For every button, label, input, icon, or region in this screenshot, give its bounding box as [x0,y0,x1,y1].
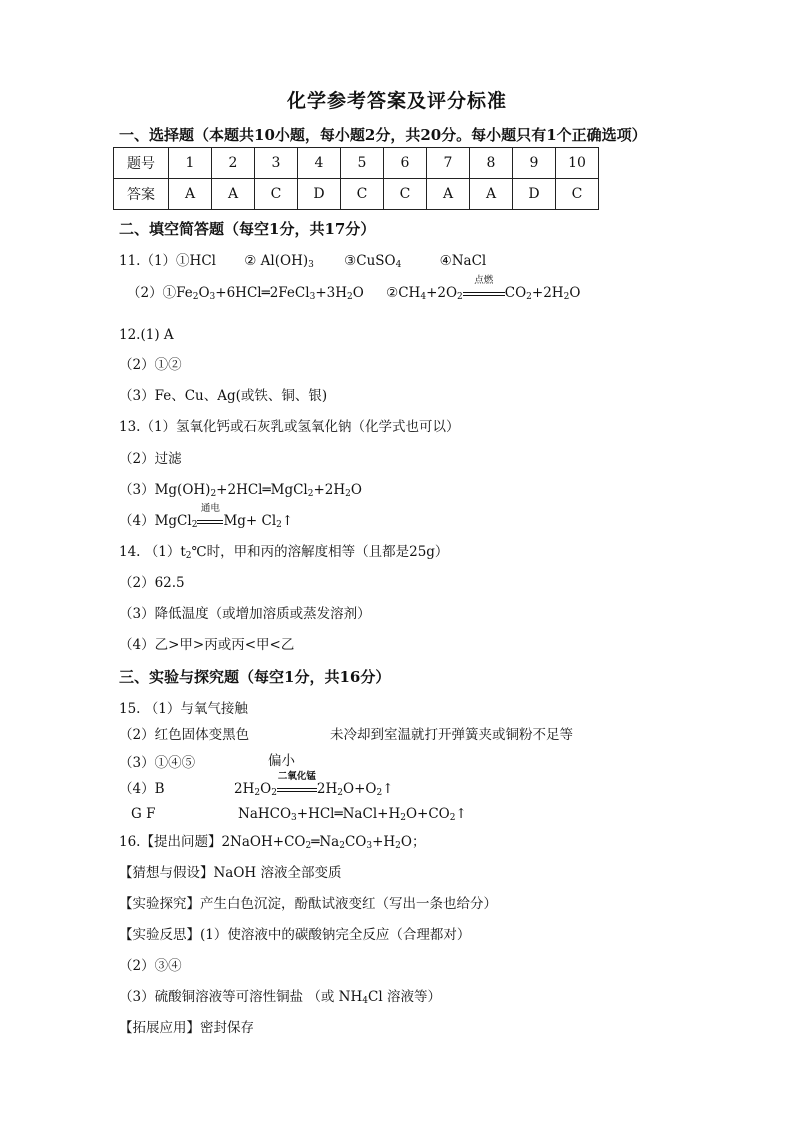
row-label-answers: 答案 [114,179,169,210]
q15-part2b: 未冷却到室温就打开弹簧夹或铜粉不足等 [330,727,573,743]
q11-part2: $(2)①Fe_2O_3+6HCl═2FeCl_3+3H_2O$ $②CH_4+2O_2$ 点燃 $CO_2+2H_2O$ [127,275,581,302]
q15-part3b: 偏小 [268,753,295,769]
q12-part2: （2）①② [119,357,182,373]
answer-cell: A [169,179,212,210]
question-number: 5 [341,148,384,179]
answer-table [113,147,599,210]
q16-part3: 【实验探究】产生白色沉淀，酚酞试液变红（写出一条也给分） [119,896,497,912]
q15-part2a: （2）红色固体变黑色 [119,727,250,743]
q16-part2: 【猜想与假设】NaOH 溶液全部变质 [119,865,342,881]
q15-part5a: G F [131,806,156,822]
question-number: 3 [255,148,298,179]
answer-cell: A [470,179,513,210]
answer-cell: D [513,179,556,210]
answer-cell: C [341,179,384,210]
reaction-condition: 通电 [197,512,223,530]
answer-cell: A [212,179,255,210]
section1-heading: 一、选择题（本题共10小题，每小题2分，共20分。每小题只有1个正确选项） [119,126,647,144]
question-number: 4 [298,148,341,179]
answer-cell: C [384,179,427,210]
q13-part1: 13.（1）氢氧化钙或石灰乳或氢氧化钠（化学式也可以） [119,419,460,435]
q13-part4: （4）MgCl$_2$ 通电 $Mg+ Cl_2↑$ [119,503,294,530]
q12-part3: （3）Fe、Cu、Ag(或铁、铜、银) [119,388,328,404]
q16-part6: （3）硫酸铜溶液等可溶性铜盐 （或 $NH_4Cl$ 溶液等） [119,989,441,1006]
question-number: 7 [427,148,470,179]
q12-part1: 12.(1) A [119,327,174,343]
question-number: 10 [556,148,599,179]
equals-sign [277,788,317,792]
section3-heading: 三、实验与探究题（每空1分，共16分） [119,668,391,686]
answer-cell: C [556,179,599,210]
section2-heading: 二、填空简答题（每空1分，共17分） [119,220,376,238]
q15-part4a: （4）B [119,781,165,797]
q15-part3: （3）①④⑤ [119,755,196,771]
row-label-numbers: 题号 [114,148,169,179]
equals-sign [197,520,223,524]
answer-cell: A [427,179,470,210]
question-number: 9 [513,148,556,179]
q13-part2: （2）过滤 [119,451,182,467]
q15-part1: 15. （1）与氧气接触 [119,701,248,717]
question-number: 1 [169,148,212,179]
q15-part5-equation: $NaHCO_3+HCl═NaCl+H_2O+CO_2↑$ [238,806,467,823]
page-title: 化学参考答案及评分标准 [286,90,507,112]
q15-part4-equation: $2H_2O_2$ 二氧化锰 $2H_2O+O_2↑$ [234,771,394,798]
q16-part5: （2）③④ [119,958,182,974]
q14-part4: （4）乙>甲>丙或丙<甲<乙 [119,637,295,653]
reaction-condition: 二氧化锰 [277,780,317,798]
question-number: 2 [212,148,255,179]
q16-part1: 16.【提出问题】$2NaOH+CO_2═Na_2CO_3+H_2O$； [119,834,426,851]
equals-sign [463,292,505,296]
q14-part1: 14. $(1)t_2℃$时，甲和丙的溶解度相等（且都是25g） [119,544,449,561]
answer-cell: D [298,179,341,210]
q14-part3: （3）降低温度（或增加溶质或蒸发溶剂） [119,606,371,622]
question-number: 6 [384,148,427,179]
q13-part3: $(3)Mg(OH)_2+2HCl═MgCl_2+2H_2O$ [119,482,362,499]
table-row-numbers [114,148,599,179]
reaction-condition: 点燃 [463,284,505,302]
question-number: 8 [470,148,513,179]
q14-part2: （2）62.5 [119,575,185,591]
table-row-answers [114,179,599,210]
answer-cell: C [255,179,298,210]
q16-part4: 【实验反思】(1）使溶液中的碳酸钠完全反应（合理都对） [119,927,471,943]
q11-part1: 11.（1）①HCl ② $Al(OH)_3$ ③CuSO$_4$ ④NaCl [119,253,487,270]
q16-part7: 【拓展应用】密封保存 [119,1020,254,1036]
